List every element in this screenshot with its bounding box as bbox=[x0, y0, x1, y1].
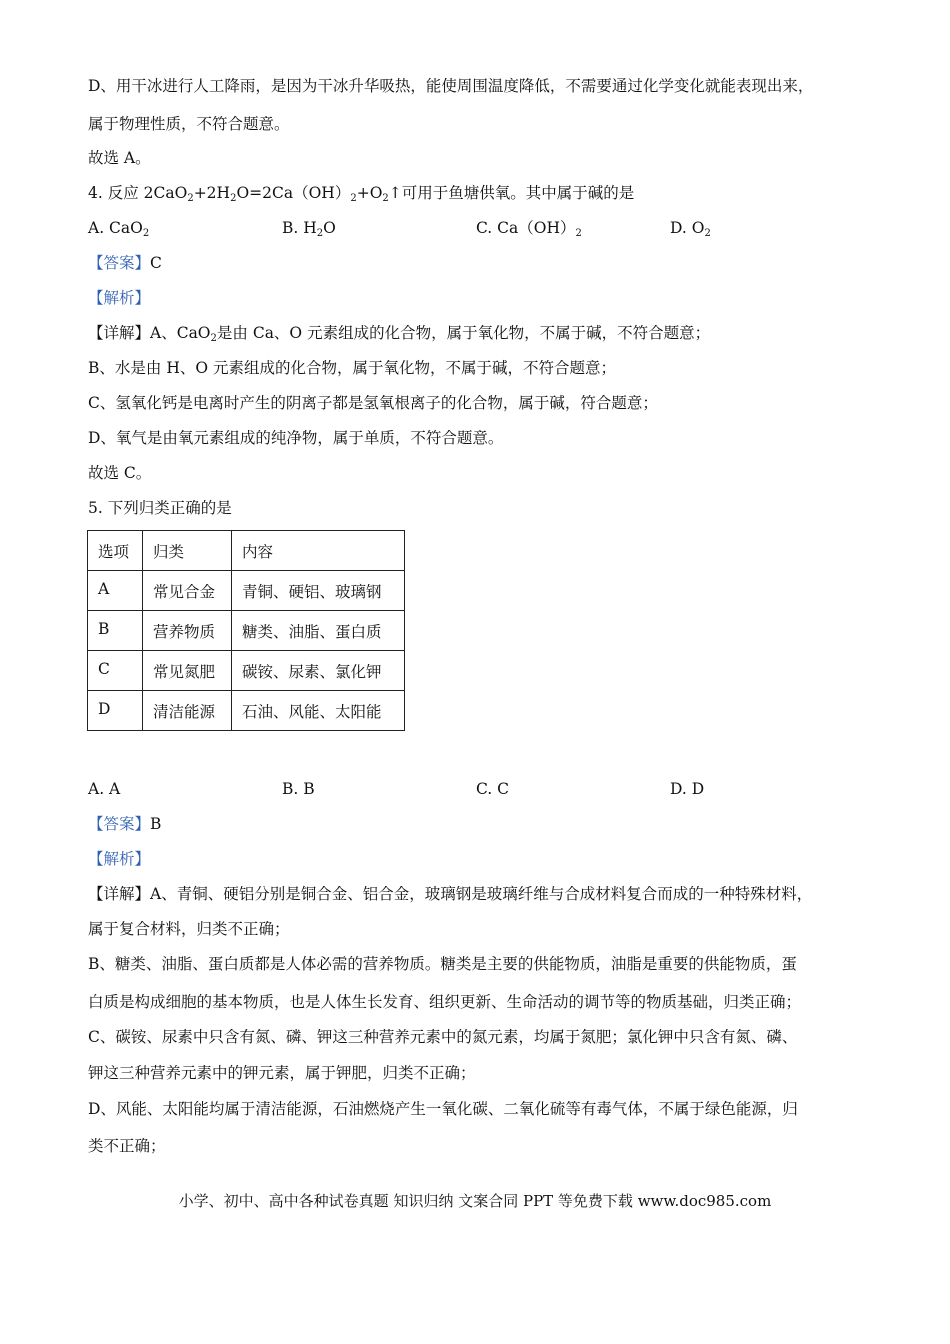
page-footer: 小学、初中、高中各种试卷真题 知识归纳 文案合同 PPT 等免费下载 www.doc985.com bbox=[178, 1192, 772, 1210]
q5-detail-line: 属于复合材料，归类不正确； bbox=[88, 920, 290, 938]
table-header: 选项 bbox=[88, 531, 143, 571]
text-line: D、用干冰进行人工降雨，是因为干冰升华吸热，能使周围温度降低，不需要通过化学变化就能表现出来， bbox=[88, 77, 814, 95]
q4-detail-a: 【详解】A、CaO$_2$是由 Ca、O 元素组成的化合物，属于氧化物，不属于碱，不符合题意； bbox=[88, 324, 711, 344]
q5-analysis-tag: 【解析】 bbox=[88, 850, 151, 868]
table-row bbox=[88, 611, 405, 651]
q5-answer: 【答案】B bbox=[88, 815, 162, 833]
table-header-row bbox=[88, 531, 405, 571]
q5-detail-line: 类不正确； bbox=[88, 1137, 166, 1155]
q5-detail-line: 【详解】A、青铜、硬铝分别是铜合金、铝合金，玻璃钢是玻璃纤维与合成材料复合而成的一种特殊材料， bbox=[88, 885, 813, 903]
q5-detail-line: 钾这三种营养元素中的钾元素，属于钾肥，归类不正确； bbox=[88, 1064, 476, 1082]
text-line: 属于物理性质，不符合题意。 bbox=[88, 115, 290, 133]
q4-analysis-tag: 【解析】 bbox=[88, 289, 151, 307]
table-row bbox=[88, 691, 405, 731]
q4-conclusion: 故选 C。 bbox=[88, 464, 152, 482]
table-header: 内容 bbox=[232, 531, 405, 571]
q4-option-c: C. $Ca(OH)_2$ bbox=[476, 219, 582, 239]
q4-detail-c: C、氢氧化钙是电离时产生的阴离子都是氢氧根离子的化合物，属于碱，符合题意； bbox=[88, 394, 658, 412]
table-cell: B bbox=[88, 611, 143, 651]
table-cell: 营养物质 bbox=[143, 611, 232, 651]
q5-option-a: A. A bbox=[88, 780, 121, 798]
table-cell: 糖类、油脂、蛋白质 bbox=[232, 611, 405, 651]
q5-option-c: C. C bbox=[476, 780, 510, 798]
q4-option-a: A. CaO$_2$ bbox=[88, 219, 150, 239]
table-cell: A bbox=[88, 571, 143, 611]
text-line: 故选 A。 bbox=[88, 149, 151, 167]
classification-table bbox=[87, 530, 405, 731]
table-cell: 青铜、硬铝、玻璃钢 bbox=[232, 571, 405, 611]
q5-option-b: B. B bbox=[282, 780, 315, 798]
q5-detail-line: 白质是构成细胞的基本物质，也是人体生长发育、组织更新、生命活动的调节等的物质基础，归类正确； bbox=[88, 993, 802, 1011]
q5-detail-line: C、碳铵、尿素中只含有氮、磷、钾这三种营养元素中的氮元素，均属于氮肥；氯化钾中只含有氮、磷、 bbox=[88, 1028, 798, 1046]
q5-detail-line: B、糖类、油脂、蛋白质都是人体必需的营养物质。糖类是主要的供能物质，油脂是重要的供能物质，蛋 bbox=[88, 955, 797, 973]
q5-detail-line: D、风能、太阳能均属于清洁能源，石油燃烧产生一氧化碳、二氧化硫等有毒气体，不属于绿色能源，归 bbox=[88, 1100, 798, 1118]
table-cell: 清洁能源 bbox=[143, 691, 232, 731]
table-cell: 常见合金 bbox=[143, 571, 232, 611]
table-header: 归类 bbox=[143, 531, 232, 571]
q4-detail-d: D、氧气是由氧元素组成的纯净物，属于单质，不符合题意。 bbox=[88, 429, 504, 447]
table-cell: 石油、风能、太阳能 bbox=[232, 691, 405, 731]
question-5-title: 5. 下列归类正确的是 bbox=[88, 499, 232, 517]
q5-option-d: D. D bbox=[670, 780, 705, 798]
table-cell: C bbox=[88, 651, 143, 691]
table-cell: 碳铵、尿素、氯化钾 bbox=[232, 651, 405, 691]
table-cell: 常见氮肥 bbox=[143, 651, 232, 691]
table-row bbox=[88, 651, 405, 691]
question-4-title: 4. 反应 $2CaO_2+2H_2O=2Ca(OH)_2+O_2↑$可用于鱼塘供氧。其中属于碱的是 bbox=[88, 184, 635, 204]
table-cell: D bbox=[88, 691, 143, 731]
q4-option-b: B. $H_2O$ bbox=[282, 219, 336, 239]
q4-option-d: D. $O_2$ bbox=[670, 219, 711, 239]
q4-detail-b: B、水是由 H、O 元素组成的化合物，属于氧化物，不属于碱，不符合题意； bbox=[88, 359, 616, 377]
q4-answer: 【答案】C bbox=[88, 254, 162, 272]
table-row bbox=[88, 571, 405, 611]
